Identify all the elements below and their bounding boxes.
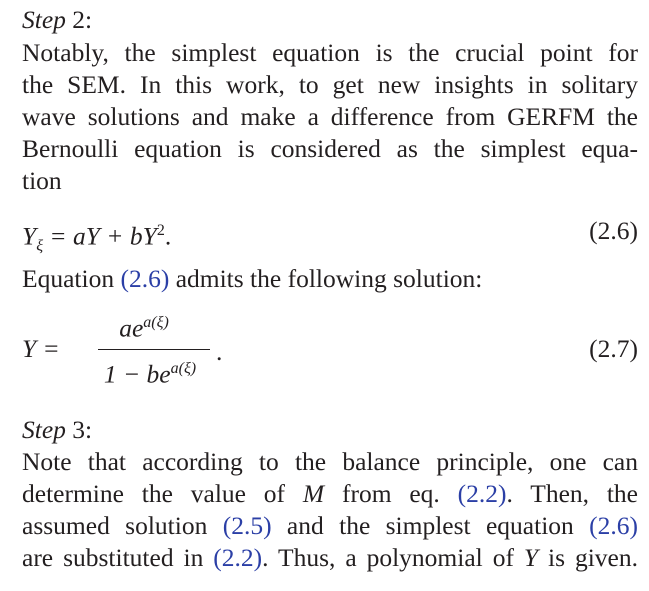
paragraph-line: wave solutions and make a difference from GERFM the: [22, 102, 638, 131]
eq26-lhs: Y: [22, 221, 37, 251]
eq26-number: (2.6): [589, 216, 638, 245]
eq27-number: (2.7): [589, 334, 638, 363]
text-run: . Then, the: [506, 479, 638, 508]
step3-heading: [22, 414, 638, 446]
eq26-exponent: 2: [156, 222, 165, 239]
step3-label: Step: [22, 415, 66, 444]
step3-number: 3:: [72, 415, 93, 444]
paragraph-line: Notably, the simplest equation is the crucial point for: [22, 38, 638, 67]
admits-suffix: admits the following solution:: [169, 264, 483, 293]
admits-sentence: [22, 263, 638, 295]
paragraph-line: the SEM. In this work, to get new insights in solitary: [22, 70, 638, 99]
equation-link-2-2[interactable]: (2.2): [213, 543, 263, 572]
eq27-den-exponent: a(ξ): [170, 360, 197, 377]
eq27-lhs: Y =: [22, 334, 60, 363]
text-run: assumed solution: [22, 511, 223, 540]
equation-2-7: [22, 308, 638, 388]
eq27-fraction-bar: [98, 349, 210, 350]
text-run: determine the value of: [22, 479, 303, 508]
eq26-end: .: [164, 221, 172, 251]
eq26-rhs: = aY + bY: [43, 221, 157, 251]
text-run: . Thus, a polynomial of: [262, 543, 524, 572]
text-run: is given.: [538, 543, 638, 572]
step2-number: 2:: [72, 5, 93, 34]
admits-prefix: Equation: [22, 264, 121, 293]
math-symbol-m: M: [302, 479, 325, 508]
equation-link-2-5[interactable]: (2.5): [222, 511, 272, 540]
step2-label: Step: [22, 5, 66, 34]
step2-paragraph: [22, 37, 638, 197]
equation-2-6: [22, 214, 638, 255]
math-symbol-y: Y: [523, 543, 539, 572]
eq27-denominator: [84, 354, 216, 390]
text-run: from eq.: [324, 479, 458, 508]
equation-link-2-6[interactable]: (2.6): [589, 511, 639, 540]
step3-paragraph: [22, 446, 638, 574]
step2-heading: [22, 4, 638, 36]
text-run: and the simplest equation: [271, 511, 590, 540]
paragraph-line: Note that according to the balance principle, one can: [22, 447, 638, 476]
equation-link-2-6[interactable]: (2.6): [120, 264, 170, 293]
eq27-den-base: 1 − be: [103, 359, 171, 389]
text-run: are substituted in: [22, 543, 214, 572]
eq27-end: .: [216, 337, 223, 366]
paragraph-line: [22, 478, 638, 510]
eq26-subscript: ξ: [36, 237, 44, 255]
paragraph-line: [22, 542, 638, 574]
paragraph-line: tion: [22, 166, 62, 195]
eq27-num-base: ae: [119, 313, 144, 343]
eq27-numerator: [84, 308, 204, 344]
paragraph-line: [22, 510, 638, 542]
eq27-num-exponent: a(ξ): [143, 314, 169, 331]
paragraph-line: Bernoulli equation is considered as the simplest equa-: [22, 134, 638, 163]
equation-link-2-2[interactable]: (2.2): [457, 479, 507, 508]
